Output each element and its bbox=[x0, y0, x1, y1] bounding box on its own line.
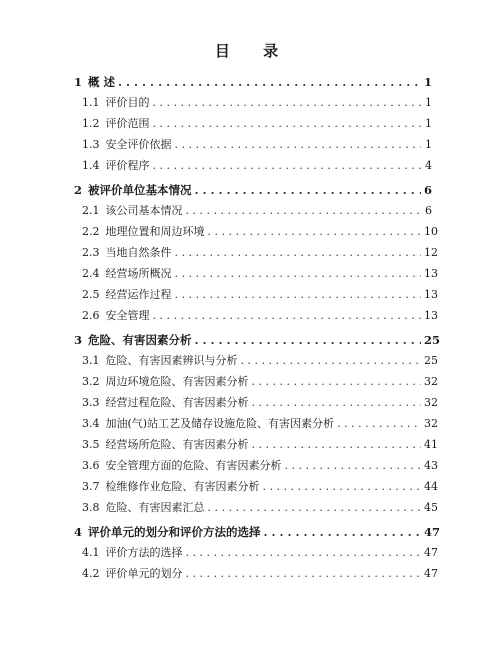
toc-entry-page-number: 12 bbox=[424, 246, 438, 259]
toc-section-entry[interactable] bbox=[82, 435, 438, 455]
toc-entry-page-number: 43 bbox=[424, 459, 438, 472]
toc-entry-number: 4.2 bbox=[82, 567, 100, 580]
toc-entry-page-number: 10 bbox=[424, 225, 438, 238]
toc-entry-title: 安全评价依据 bbox=[105, 138, 172, 151]
toc-leader-dots bbox=[186, 543, 422, 563]
toc-section-entry[interactable] bbox=[82, 414, 438, 434]
toc-section-entry[interactable] bbox=[82, 498, 438, 518]
toc-entry-title: 被评价单位基本情况 bbox=[88, 183, 192, 197]
toc-leader-dots bbox=[252, 435, 422, 455]
toc-leader-dots bbox=[285, 456, 422, 476]
toc-section-entry[interactable] bbox=[82, 351, 438, 371]
toc-leader-dots bbox=[208, 222, 422, 242]
toc-section-entry[interactable] bbox=[82, 222, 438, 242]
toc-entry-title: 经营场所危险、有害因素分析 bbox=[105, 438, 249, 451]
toc-leader-dots bbox=[186, 564, 422, 584]
toc-section-entry[interactable] bbox=[82, 114, 432, 134]
toc-entry-page-number: 4 bbox=[425, 159, 432, 172]
toc-entry-page-number: 32 bbox=[424, 375, 438, 388]
toc-leader-dots bbox=[153, 156, 422, 176]
toc-entry-title: 评价方法的选择 bbox=[105, 546, 183, 559]
toc-section-entry[interactable] bbox=[82, 477, 438, 497]
toc-entry-title: 评价目的 bbox=[105, 96, 150, 109]
toc-entry-number: 3.6 bbox=[82, 459, 100, 472]
toc-leader-dots bbox=[195, 330, 421, 350]
toc-entry-title: 危险、有害因素分析 bbox=[88, 333, 192, 347]
toc-entry-number: 3.8 bbox=[82, 501, 100, 514]
toc-leader-dots bbox=[175, 285, 422, 305]
toc-leader-dots bbox=[208, 498, 422, 518]
toc-entry-number: 4.1 bbox=[82, 546, 100, 559]
toc-leader-dots bbox=[264, 522, 421, 542]
toc-entry-title: 安全管理 bbox=[105, 309, 150, 322]
toc-entry-number: 2.6 bbox=[82, 309, 100, 322]
toc-chapter-entry[interactable] bbox=[74, 522, 441, 542]
toc-entry-title: 评价范围 bbox=[105, 117, 150, 130]
toc-leader-dots bbox=[153, 114, 422, 134]
toc-section-entry[interactable] bbox=[82, 393, 438, 413]
toc-section-entry[interactable] bbox=[82, 93, 432, 113]
toc-entry-title: 经营运作过程 bbox=[105, 288, 172, 301]
toc-leader-dots bbox=[337, 414, 421, 434]
toc-entry-title: 当地自然条件 bbox=[105, 246, 172, 259]
toc-entry-page-number: 41 bbox=[424, 438, 438, 451]
toc-entry-title: 检维修作业危险、有害因素分析 bbox=[105, 480, 260, 493]
toc-entry-page-number: 44 bbox=[424, 480, 438, 493]
toc-entry-number: 3.3 bbox=[82, 396, 100, 409]
toc-leader-dots bbox=[252, 393, 422, 413]
toc-entry-number: 3.7 bbox=[82, 480, 100, 493]
toc-entry-page-number: 25 bbox=[424, 333, 441, 347]
toc-entry-number: 3.1 bbox=[82, 354, 100, 367]
toc-leader-dots bbox=[195, 180, 421, 200]
toc-chapter-entry[interactable] bbox=[74, 180, 432, 200]
toc-entry-page-number: 13 bbox=[424, 267, 438, 280]
toc-entry-title: 经营过程危险、有害因素分析 bbox=[105, 396, 249, 409]
toc-entry-number: 2.5 bbox=[82, 288, 100, 301]
toc-entry-number: 2 bbox=[74, 183, 83, 197]
toc-entry-page-number: 1 bbox=[424, 75, 433, 89]
toc-leader-dots bbox=[263, 477, 422, 497]
toc-entry-page-number: 47 bbox=[424, 525, 441, 539]
toc-entry-number: 1.3 bbox=[82, 138, 100, 151]
toc-entry-page-number: 25 bbox=[424, 354, 438, 367]
toc-entry-page-number: 32 bbox=[424, 396, 438, 409]
toc-entry-number: 3.2 bbox=[82, 375, 100, 388]
toc-entry-number: 4 bbox=[74, 525, 83, 539]
toc-entry-title: 地理位置和周边环境 bbox=[105, 225, 205, 238]
toc-entry-number: 2.1 bbox=[82, 204, 100, 217]
toc-entry-number: 2.3 bbox=[82, 246, 100, 259]
toc-entry-page-number: 1 bbox=[425, 138, 432, 151]
toc-section-entry[interactable] bbox=[82, 135, 432, 155]
toc-entry-number: 3.5 bbox=[82, 438, 100, 451]
toc-entry-title: 周边环境危险、有害因素分析 bbox=[105, 375, 249, 388]
toc-title: 目 录 bbox=[214, 42, 293, 60]
toc-entry-title: 经营场所概况 bbox=[105, 267, 172, 280]
toc-entry-page-number: 6 bbox=[424, 183, 433, 197]
toc-entry-page-number: 47 bbox=[424, 567, 438, 580]
toc-leader-dots bbox=[175, 264, 422, 284]
toc-entry-number: 3.4 bbox=[82, 417, 100, 430]
toc-section-entry[interactable] bbox=[82, 372, 438, 392]
toc-entry-number: 1.1 bbox=[82, 96, 100, 109]
toc-entry-page-number: 13 bbox=[424, 288, 438, 301]
toc-entry-page-number: 13 bbox=[424, 309, 438, 322]
toc-entry-number: 3 bbox=[74, 333, 83, 347]
toc-entry-page-number: 45 bbox=[424, 501, 438, 514]
toc-entry-title: 安全管理方面的危险、有害因素分析 bbox=[105, 459, 282, 472]
toc-section-entry[interactable] bbox=[82, 156, 432, 176]
toc-entry-title: 该公司基本情况 bbox=[105, 204, 183, 217]
toc-entry-title: 概 述 bbox=[88, 75, 116, 89]
toc-leader-dots bbox=[153, 93, 422, 113]
toc-section-entry[interactable] bbox=[82, 285, 438, 305]
toc-entry-number: 1 bbox=[74, 75, 83, 89]
toc-chapter-entry[interactable] bbox=[74, 72, 432, 92]
toc-section-entry[interactable] bbox=[82, 264, 438, 284]
toc-leader-dots bbox=[153, 306, 422, 326]
toc-chapter-entry[interactable] bbox=[74, 330, 441, 350]
toc-section-entry[interactable] bbox=[82, 564, 438, 584]
toc-entry-title: 评价单元的划分和评价方法的选择 bbox=[88, 525, 261, 539]
toc-entry-number: 1.4 bbox=[82, 159, 100, 172]
toc-leader-dots bbox=[186, 201, 422, 221]
toc-entry-page-number: 32 bbox=[424, 417, 438, 430]
toc-leader-dots bbox=[118, 72, 421, 92]
toc-entry-number: 1.2 bbox=[82, 117, 100, 130]
toc-leader-dots bbox=[175, 135, 422, 155]
toc-entry-title: 评价程序 bbox=[105, 159, 150, 172]
toc-entry-page-number: 1 bbox=[425, 96, 432, 109]
toc-section-entry[interactable] bbox=[82, 456, 438, 476]
toc-leader-dots bbox=[175, 243, 422, 263]
toc-entry-title: 评价单元的划分 bbox=[105, 567, 183, 580]
toc-entry-title: 加油(气)站工艺及储存设施危险、有害因素分析 bbox=[105, 417, 335, 430]
toc-leader-dots bbox=[241, 351, 422, 371]
toc-leader-dots bbox=[252, 372, 422, 392]
toc-section-entry[interactable] bbox=[82, 543, 438, 563]
toc-entry-page-number: 6 bbox=[425, 204, 432, 217]
toc-entry-title: 危险、有害因素辨识与分析 bbox=[105, 354, 238, 367]
toc-entry-title: 危险、有害因素汇总 bbox=[105, 501, 205, 514]
toc-entry-page-number: 1 bbox=[425, 117, 432, 130]
toc-section-entry[interactable] bbox=[82, 201, 432, 221]
toc-entry-number: 2.4 bbox=[82, 267, 100, 280]
toc-section-entry[interactable] bbox=[82, 243, 438, 263]
toc-entry-number: 2.2 bbox=[82, 225, 100, 238]
toc-entry-page-number: 47 bbox=[424, 546, 438, 559]
toc-section-entry[interactable] bbox=[82, 306, 438, 326]
